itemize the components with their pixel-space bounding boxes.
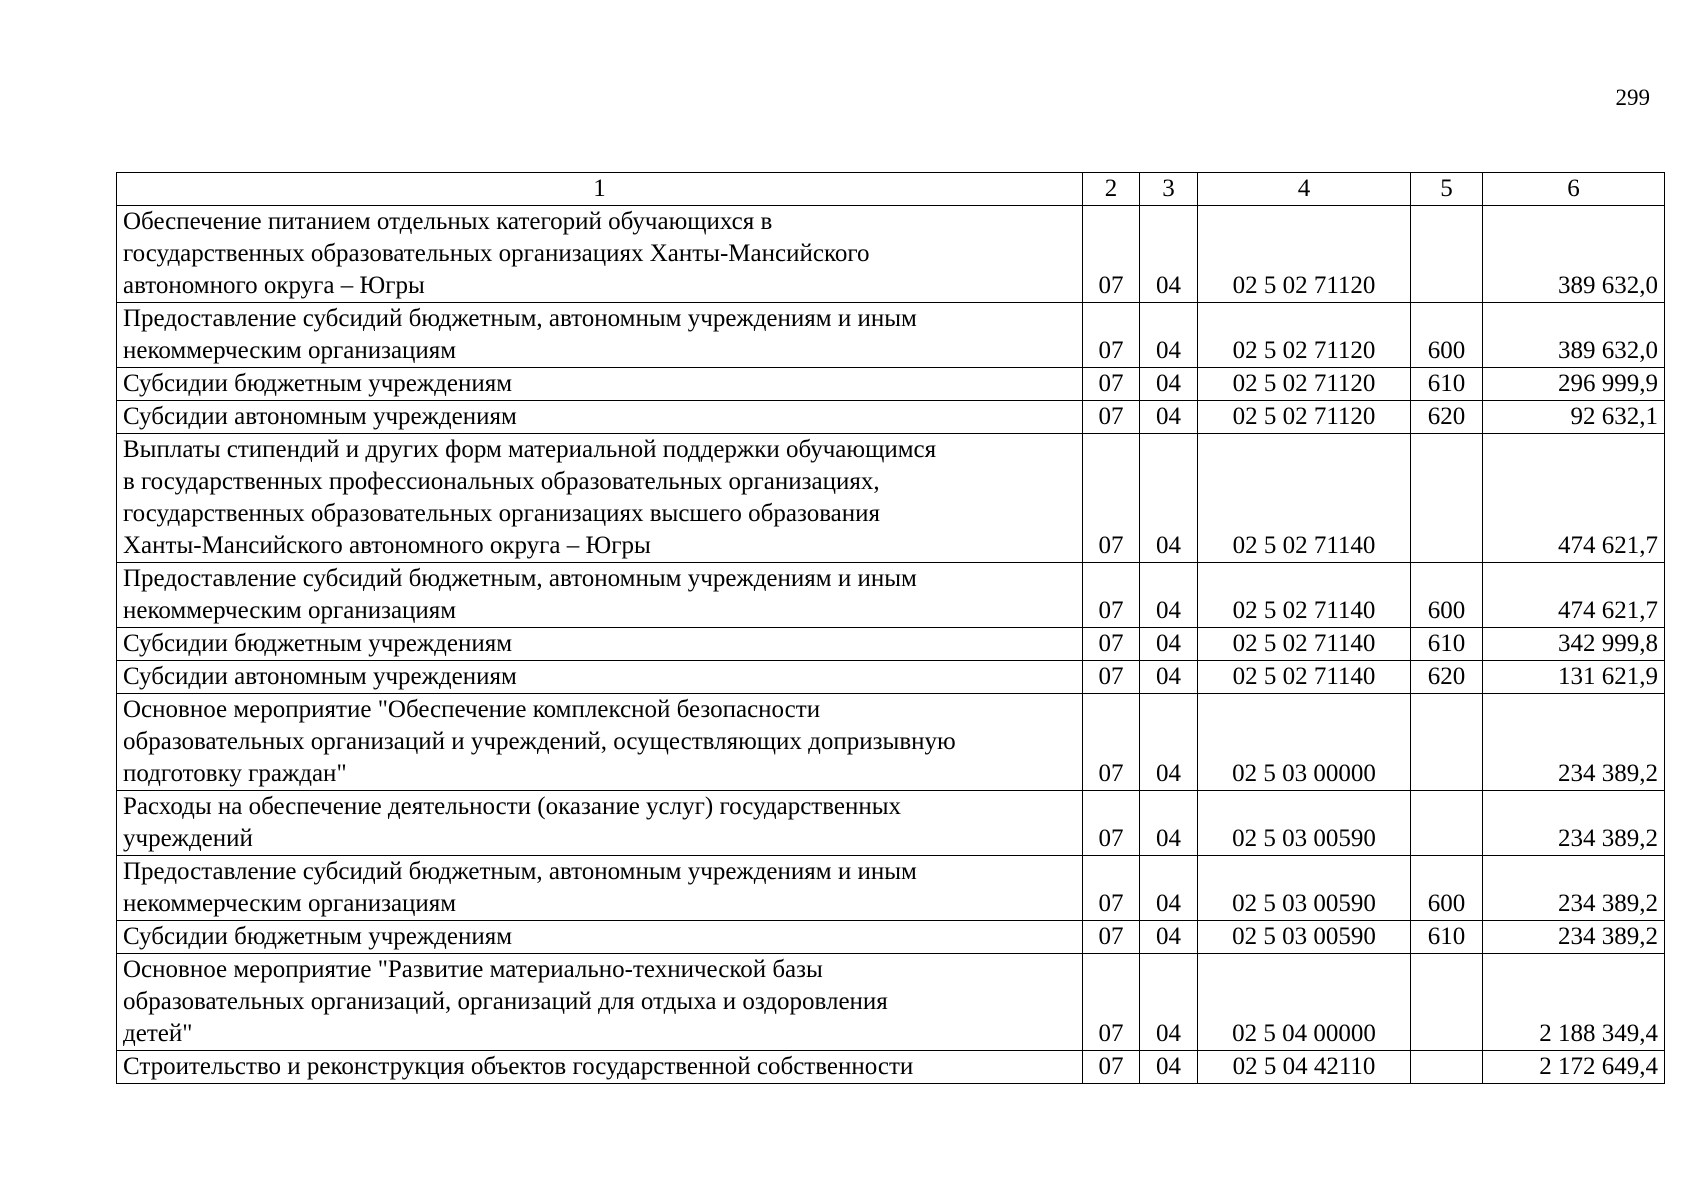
header-col-6: 6 (1483, 173, 1665, 206)
row-name: Предоставление субсидий бюджетным, автономным учреждениям и иным некоммерческим организациям (117, 303, 1083, 368)
row-subsection: 04 (1140, 954, 1198, 1051)
row-amount: 234 389,2 (1483, 856, 1665, 921)
row-section: 07 (1083, 628, 1140, 661)
row-expense-type: 610 (1411, 921, 1483, 954)
table-row (117, 661, 1665, 694)
row-amount: 342 999,8 (1483, 628, 1665, 661)
row-target-article: 02 5 04 42110 (1198, 1051, 1411, 1084)
table-row (117, 1051, 1665, 1084)
row-amount: 474 621,7 (1483, 563, 1665, 628)
row-section: 07 (1083, 1051, 1140, 1084)
row-section: 07 (1083, 791, 1140, 856)
row-name: Предоставление субсидий бюджетным, автономным учреждениям и иным некоммерческим организациям (117, 856, 1083, 921)
row-section: 07 (1083, 954, 1140, 1051)
row-target-article: 02 5 02 71120 (1198, 303, 1411, 368)
row-target-article: 02 5 03 00590 (1198, 856, 1411, 921)
row-subsection: 04 (1140, 661, 1198, 694)
table-row (117, 628, 1665, 661)
table-body (117, 206, 1665, 1084)
header-col-3: 3 (1140, 173, 1198, 206)
budget-table (116, 172, 1665, 1084)
table-row (117, 368, 1665, 401)
row-amount: 2 188 349,4 (1483, 954, 1665, 1051)
table-row (117, 791, 1665, 856)
row-expense-type (1411, 954, 1483, 1051)
row-target-article: 02 5 02 71140 (1198, 434, 1411, 563)
row-target-article: 02 5 03 00000 (1198, 694, 1411, 791)
header-col-1: 1 (117, 173, 1083, 206)
row-section: 07 (1083, 661, 1140, 694)
row-amount: 2 172 649,4 (1483, 1051, 1665, 1084)
row-expense-type: 600 (1411, 563, 1483, 628)
row-target-article: 02 5 02 71140 (1198, 661, 1411, 694)
row-name: Предоставление субсидий бюджетным, автономным учреждениям и иным некоммерческим организациям (117, 563, 1083, 628)
row-subsection: 04 (1140, 694, 1198, 791)
table-row (117, 694, 1665, 791)
row-expense-type (1411, 206, 1483, 303)
row-name: Субсидии бюджетным учреждениям (117, 628, 1083, 661)
row-expense-type (1411, 791, 1483, 856)
row-amount: 474 621,7 (1483, 434, 1665, 563)
table-row (117, 921, 1665, 954)
row-expense-type: 610 (1411, 368, 1483, 401)
row-section: 07 (1083, 921, 1140, 954)
table-row (117, 856, 1665, 921)
row-expense-type (1411, 434, 1483, 563)
table-row (117, 206, 1665, 303)
row-target-article: 02 5 02 71140 (1198, 563, 1411, 628)
row-expense-type: 620 (1411, 661, 1483, 694)
row-subsection: 04 (1140, 791, 1198, 856)
row-expense-type (1411, 1051, 1483, 1084)
row-target-article: 02 5 03 00590 (1198, 921, 1411, 954)
row-section: 07 (1083, 368, 1140, 401)
row-subsection: 04 (1140, 1051, 1198, 1084)
row-section: 07 (1083, 401, 1140, 434)
row-amount: 131 621,9 (1483, 661, 1665, 694)
row-expense-type: 610 (1411, 628, 1483, 661)
row-subsection: 04 (1140, 856, 1198, 921)
row-name: Субсидии бюджетным учреждениям (117, 921, 1083, 954)
row-amount: 296 999,9 (1483, 368, 1665, 401)
row-name: Субсидии бюджетным учреждениям (117, 368, 1083, 401)
row-section: 07 (1083, 434, 1140, 563)
header-col-4: 4 (1198, 173, 1411, 206)
row-expense-type (1411, 694, 1483, 791)
table-header-row (117, 173, 1665, 206)
row-expense-type: 620 (1411, 401, 1483, 434)
row-amount: 389 632,0 (1483, 303, 1665, 368)
row-subsection: 04 (1140, 303, 1198, 368)
header-col-5: 5 (1411, 173, 1483, 206)
row-section: 07 (1083, 856, 1140, 921)
table-row (117, 954, 1665, 1051)
row-amount: 234 389,2 (1483, 694, 1665, 791)
table-row (117, 303, 1665, 368)
row-target-article: 02 5 02 71120 (1198, 401, 1411, 434)
page-number: 299 (1615, 85, 1650, 110)
row-target-article: 02 5 02 71120 (1198, 206, 1411, 303)
row-subsection: 04 (1140, 401, 1198, 434)
row-target-article: 02 5 04 00000 (1198, 954, 1411, 1051)
row-name: Основное мероприятие "Обеспечение комплексной безопасности образовательных организаций и учреждений, осуществляющих допризывную подготовку граждан" (117, 694, 1083, 791)
table-row (117, 563, 1665, 628)
row-name: Субсидии автономным учреждениям (117, 661, 1083, 694)
row-subsection: 04 (1140, 206, 1198, 303)
row-section: 07 (1083, 694, 1140, 791)
row-expense-type: 600 (1411, 303, 1483, 368)
row-subsection: 04 (1140, 434, 1198, 563)
table-row (117, 401, 1665, 434)
row-section: 07 (1083, 563, 1140, 628)
row-name: Строительство и реконструкция объектов государственной собственности (117, 1051, 1083, 1084)
row-amount: 389 632,0 (1483, 206, 1665, 303)
row-name: Расходы на обеспечение деятельности (оказание услуг) государственных учреждений (117, 791, 1083, 856)
row-amount: 234 389,2 (1483, 791, 1665, 856)
row-subsection: 04 (1140, 563, 1198, 628)
row-name: Субсидии автономным учреждениям (117, 401, 1083, 434)
row-target-article: 02 5 03 00590 (1198, 791, 1411, 856)
row-amount: 92 632,1 (1483, 401, 1665, 434)
row-target-article: 02 5 02 71120 (1198, 368, 1411, 401)
row-section: 07 (1083, 206, 1140, 303)
row-expense-type: 600 (1411, 856, 1483, 921)
row-subsection: 04 (1140, 921, 1198, 954)
row-subsection: 04 (1140, 628, 1198, 661)
row-target-article: 02 5 02 71140 (1198, 628, 1411, 661)
row-amount: 234 389,2 (1483, 921, 1665, 954)
table-row (117, 434, 1665, 563)
row-subsection: 04 (1140, 368, 1198, 401)
row-name: Основное мероприятие "Развитие материально-технической базы образовательных организаций, организаций для отдыха и оздоровления детей" (117, 954, 1083, 1051)
row-section: 07 (1083, 303, 1140, 368)
header-col-2: 2 (1083, 173, 1140, 206)
row-name: Выплаты стипендий и других форм материальной поддержки обучающимся в государственных профессиональных образовательных организациях, государственных образовательных организациях высшего образования Ханты-Мансийского автономного округа – Югры (117, 434, 1083, 563)
row-name: Обеспечение питанием отдельных категорий обучающихся в государственных образовательных организациях Ханты-Мансийского автономного округа – Югры (117, 206, 1083, 303)
